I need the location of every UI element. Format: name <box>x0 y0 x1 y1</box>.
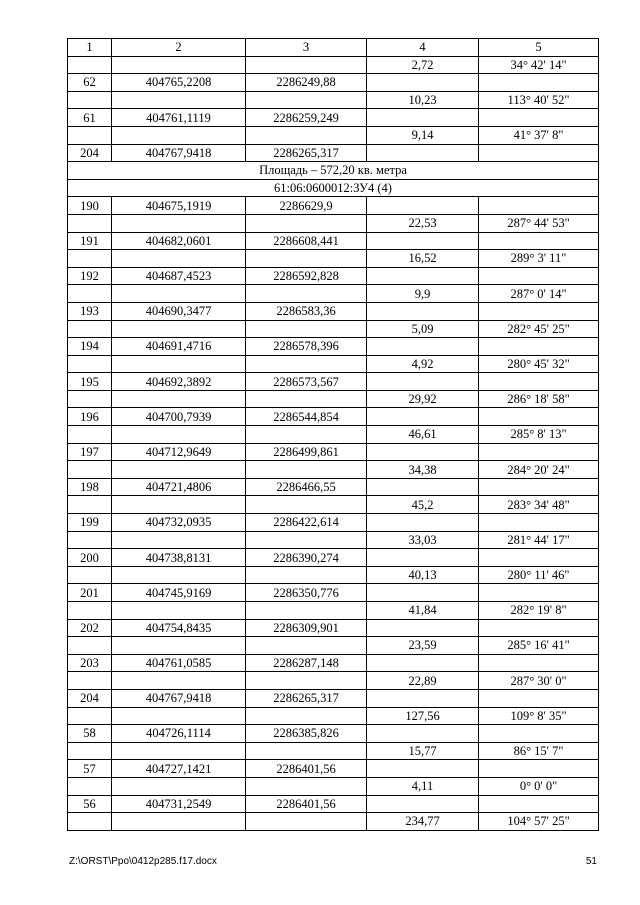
empty-cell <box>367 267 479 285</box>
segment-row <box>68 91 599 109</box>
y-coordinate-cell: 2286422,614 <box>246 514 367 532</box>
point-id-cell: 195 <box>68 373 112 391</box>
distance-cell: 2,72 <box>367 56 479 74</box>
direction-angle-cell: 284° 20' 24" <box>479 461 599 479</box>
empty-cell <box>68 707 112 725</box>
distance-cell: 34,38 <box>367 461 479 479</box>
footer-page-number: 51 <box>585 856 597 867</box>
y-coordinate-cell: 2286499,861 <box>246 443 367 461</box>
empty-cell <box>68 742 112 760</box>
point-id-cell: 192 <box>68 267 112 285</box>
empty-cell <box>112 777 246 795</box>
direction-angle-cell: 34° 42' 14" <box>479 56 599 74</box>
empty-cell <box>367 689 479 707</box>
empty-cell <box>112 355 246 373</box>
y-coordinate-cell: 2286350,776 <box>246 584 367 602</box>
empty-cell <box>479 197 599 215</box>
empty-cell <box>68 637 112 655</box>
empty-cell <box>367 408 479 426</box>
y-coordinate-cell: 2286544,854 <box>246 408 367 426</box>
point-row <box>68 725 599 743</box>
y-coordinate-cell: 2286592,828 <box>246 267 367 285</box>
point-row <box>68 654 599 672</box>
empty-cell <box>68 126 112 144</box>
segment-row <box>68 566 599 584</box>
point-id-cell: 199 <box>68 514 112 532</box>
point-id-cell: 200 <box>68 549 112 567</box>
empty-cell <box>246 461 367 479</box>
distance-cell: 16,52 <box>367 250 479 268</box>
empty-cell <box>112 285 246 303</box>
table-header-row <box>68 39 599 57</box>
empty-cell <box>246 91 367 109</box>
empty-cell <box>246 285 367 303</box>
header-cell: 2 <box>112 39 246 57</box>
header-cell: 3 <box>246 39 367 57</box>
empty-cell <box>479 338 599 356</box>
point-row <box>68 478 599 496</box>
point-id-cell: 194 <box>68 338 112 356</box>
empty-cell <box>246 56 367 74</box>
point-id-cell: 196 <box>68 408 112 426</box>
segment-row <box>68 813 599 831</box>
empty-cell <box>367 302 479 320</box>
segment-row <box>68 214 599 232</box>
direction-angle-cell: 282° 45' 25" <box>479 320 599 338</box>
empty-cell <box>112 126 246 144</box>
distance-cell: 127,56 <box>367 707 479 725</box>
empty-cell <box>367 109 479 127</box>
empty-cell <box>246 777 367 795</box>
empty-cell <box>112 637 246 655</box>
empty-cell <box>112 214 246 232</box>
empty-cell <box>479 373 599 391</box>
empty-cell <box>68 390 112 408</box>
distance-cell: 23,59 <box>367 637 479 655</box>
point-row <box>68 74 599 92</box>
empty-cell <box>246 602 367 620</box>
empty-cell <box>68 602 112 620</box>
empty-cell <box>68 531 112 549</box>
y-coordinate-cell: 2286573,567 <box>246 373 367 391</box>
point-id-cell: 197 <box>68 443 112 461</box>
direction-angle-cell: 86° 15' 7" <box>479 742 599 760</box>
x-coordinate-cell: 404726,1114 <box>112 725 246 743</box>
section-label: 61:06:0600012:ЗУ4 (4) <box>68 179 599 197</box>
empty-cell <box>367 619 479 637</box>
x-coordinate-cell: 404687,4523 <box>112 267 246 285</box>
empty-cell <box>112 672 246 690</box>
x-coordinate-cell: 404767,9418 <box>112 689 246 707</box>
empty-cell <box>112 250 246 268</box>
point-id-cell: 202 <box>68 619 112 637</box>
point-row <box>68 689 599 707</box>
point-id-cell: 204 <box>68 689 112 707</box>
coordinates-table <box>67 38 599 831</box>
x-coordinate-cell: 404712,9649 <box>112 443 246 461</box>
empty-cell <box>68 566 112 584</box>
x-coordinate-cell: 404761,0585 <box>112 654 246 672</box>
empty-cell <box>479 654 599 672</box>
section-label: Площадь – 572,20 кв. метра <box>68 162 599 180</box>
direction-angle-cell: 283° 34' 48" <box>479 496 599 514</box>
direction-angle-cell: 280° 45' 32" <box>479 355 599 373</box>
empty-cell <box>246 355 367 373</box>
point-row <box>68 373 599 391</box>
point-row <box>68 338 599 356</box>
x-coordinate-cell: 404731,2549 <box>112 795 246 813</box>
header-cell: 1 <box>68 39 112 57</box>
header-cell: 4 <box>367 39 479 57</box>
empty-cell <box>246 320 367 338</box>
distance-cell: 9,9 <box>367 285 479 303</box>
distance-cell: 40,13 <box>367 566 479 584</box>
direction-angle-cell: 285° 8' 13" <box>479 426 599 444</box>
y-coordinate-cell: 2286390,274 <box>246 549 367 567</box>
point-id-cell: 56 <box>68 795 112 813</box>
empty-cell <box>479 725 599 743</box>
point-row <box>68 197 599 215</box>
segment-row <box>68 390 599 408</box>
distance-cell: 29,92 <box>367 390 479 408</box>
empty-cell <box>479 109 599 127</box>
y-coordinate-cell: 2286629,9 <box>246 197 367 215</box>
y-coordinate-cell: 2286608,441 <box>246 232 367 250</box>
empty-cell <box>112 813 246 831</box>
y-coordinate-cell: 2286385,826 <box>246 725 367 743</box>
point-row <box>68 408 599 426</box>
empty-cell <box>246 742 367 760</box>
empty-cell <box>479 478 599 496</box>
distance-cell: 33,03 <box>367 531 479 549</box>
y-coordinate-cell: 2286401,56 <box>246 760 367 778</box>
point-row <box>68 619 599 637</box>
empty-cell <box>479 408 599 426</box>
direction-angle-cell: 104° 57' 25" <box>479 813 599 831</box>
empty-cell <box>68 672 112 690</box>
point-row <box>68 795 599 813</box>
point-id-cell: 204 <box>68 144 112 162</box>
direction-angle-cell: 109° 8' 35" <box>479 707 599 725</box>
direction-angle-cell: 280° 11' 46" <box>479 566 599 584</box>
empty-cell <box>479 514 599 532</box>
segment-row <box>68 285 599 303</box>
empty-cell <box>367 144 479 162</box>
direction-angle-cell: 289° 3' 11" <box>479 250 599 268</box>
x-coordinate-cell: 404721,4806 <box>112 478 246 496</box>
distance-cell: 4,11 <box>367 777 479 795</box>
segment-row <box>68 777 599 795</box>
empty-cell <box>246 707 367 725</box>
empty-cell <box>479 619 599 637</box>
point-row <box>68 232 599 250</box>
distance-cell: 22,89 <box>367 672 479 690</box>
empty-cell <box>479 549 599 567</box>
empty-cell <box>479 584 599 602</box>
empty-cell <box>367 197 479 215</box>
segment-row <box>68 637 599 655</box>
empty-cell <box>112 531 246 549</box>
distance-cell: 22,53 <box>367 214 479 232</box>
y-coordinate-cell: 2286309,901 <box>246 619 367 637</box>
direction-angle-cell: 113° 40' 52" <box>479 91 599 109</box>
point-id-cell: 57 <box>68 760 112 778</box>
y-coordinate-cell: 2286265,317 <box>246 689 367 707</box>
empty-cell <box>68 496 112 514</box>
x-coordinate-cell: 404675,1919 <box>112 197 246 215</box>
distance-cell: 9,14 <box>367 126 479 144</box>
empty-cell <box>246 672 367 690</box>
x-coordinate-cell: 404745,9169 <box>112 584 246 602</box>
point-id-cell: 191 <box>68 232 112 250</box>
direction-angle-cell: 0° 0' 0" <box>479 777 599 795</box>
empty-cell <box>246 496 367 514</box>
segment-row <box>68 496 599 514</box>
empty-cell <box>68 91 112 109</box>
point-row <box>68 514 599 532</box>
point-row <box>68 267 599 285</box>
point-id-cell: 61 <box>68 109 112 127</box>
empty-cell <box>68 777 112 795</box>
segment-row <box>68 602 599 620</box>
empty-cell <box>112 320 246 338</box>
empty-cell <box>112 496 246 514</box>
distance-cell: 45,2 <box>367 496 479 514</box>
empty-cell <box>246 126 367 144</box>
x-coordinate-cell: 404765,2208 <box>112 74 246 92</box>
empty-cell <box>367 584 479 602</box>
empty-cell <box>112 707 246 725</box>
section-row <box>68 162 599 180</box>
empty-cell <box>246 250 367 268</box>
empty-cell <box>367 654 479 672</box>
x-coordinate-cell: 404767,9418 <box>112 144 246 162</box>
segment-row <box>68 320 599 338</box>
distance-cell: 46,61 <box>367 426 479 444</box>
empty-cell <box>367 232 479 250</box>
segment-row <box>68 126 599 144</box>
x-coordinate-cell: 404691,4716 <box>112 338 246 356</box>
segment-row <box>68 461 599 479</box>
empty-cell <box>246 566 367 584</box>
direction-angle-cell: 282° 19' 8" <box>479 602 599 620</box>
empty-cell <box>112 390 246 408</box>
direction-angle-cell: 286° 18' 58" <box>479 390 599 408</box>
section-row <box>68 179 599 197</box>
y-coordinate-cell: 2286401,56 <box>246 795 367 813</box>
empty-cell <box>367 795 479 813</box>
empty-cell <box>367 443 479 461</box>
direction-angle-cell: 281° 44' 17" <box>479 531 599 549</box>
point-row <box>68 760 599 778</box>
empty-cell <box>367 338 479 356</box>
y-coordinate-cell: 2286583,36 <box>246 302 367 320</box>
empty-cell <box>68 250 112 268</box>
point-id-cell: 198 <box>68 478 112 496</box>
empty-cell <box>367 514 479 532</box>
empty-cell <box>246 390 367 408</box>
empty-cell <box>112 461 246 479</box>
empty-cell <box>112 56 246 74</box>
point-row <box>68 549 599 567</box>
point-id-cell: 190 <box>68 197 112 215</box>
direction-angle-cell: 287° 44' 53" <box>479 214 599 232</box>
x-coordinate-cell: 404754,8435 <box>112 619 246 637</box>
empty-cell <box>68 320 112 338</box>
point-row <box>68 443 599 461</box>
x-coordinate-cell: 404738,8131 <box>112 549 246 567</box>
point-row <box>68 584 599 602</box>
y-coordinate-cell: 2286265,317 <box>246 144 367 162</box>
empty-cell <box>112 742 246 760</box>
empty-cell <box>479 267 599 285</box>
point-row <box>68 144 599 162</box>
segment-row <box>68 742 599 760</box>
empty-cell <box>68 56 112 74</box>
point-row <box>68 109 599 127</box>
segment-row <box>68 672 599 690</box>
empty-cell <box>112 91 246 109</box>
empty-cell <box>479 144 599 162</box>
x-coordinate-cell: 404690,3477 <box>112 302 246 320</box>
point-id-cell: 203 <box>68 654 112 672</box>
segment-row <box>68 707 599 725</box>
segment-row <box>68 355 599 373</box>
y-coordinate-cell: 2286249,88 <box>246 74 367 92</box>
empty-cell <box>367 373 479 391</box>
empty-cell <box>367 760 479 778</box>
distance-cell: 41,84 <box>367 602 479 620</box>
point-id-cell: 58 <box>68 725 112 743</box>
empty-cell <box>246 426 367 444</box>
empty-cell <box>68 426 112 444</box>
empty-cell <box>112 602 246 620</box>
empty-cell <box>246 214 367 232</box>
x-coordinate-cell: 404732,0935 <box>112 514 246 532</box>
empty-cell <box>367 549 479 567</box>
empty-cell <box>479 760 599 778</box>
empty-cell <box>479 443 599 461</box>
segment-row <box>68 250 599 268</box>
empty-cell <box>367 725 479 743</box>
x-coordinate-cell: 404700,7939 <box>112 408 246 426</box>
y-coordinate-cell: 2286466,55 <box>246 478 367 496</box>
x-coordinate-cell: 404761,1119 <box>112 109 246 127</box>
point-id-cell: 201 <box>68 584 112 602</box>
empty-cell <box>246 531 367 549</box>
empty-cell <box>246 813 367 831</box>
empty-cell <box>479 302 599 320</box>
x-coordinate-cell: 404692,3892 <box>112 373 246 391</box>
segment-row <box>68 56 599 74</box>
distance-cell: 5,09 <box>367 320 479 338</box>
empty-cell <box>479 689 599 707</box>
direction-angle-cell: 285° 16' 41" <box>479 637 599 655</box>
y-coordinate-cell: 2286259,249 <box>246 109 367 127</box>
empty-cell <box>367 74 479 92</box>
empty-cell <box>68 355 112 373</box>
empty-cell <box>479 232 599 250</box>
distance-cell: 234,77 <box>367 813 479 831</box>
point-row <box>68 302 599 320</box>
x-coordinate-cell: 404727,1421 <box>112 760 246 778</box>
empty-cell <box>112 426 246 444</box>
empty-cell <box>112 566 246 584</box>
direction-angle-cell: 41° 37' 8" <box>479 126 599 144</box>
footer-file-path: Z:\ORST\Ppo\0412p285.f17.docx <box>69 856 217 867</box>
empty-cell <box>367 478 479 496</box>
empty-cell <box>68 461 112 479</box>
direction-angle-cell: 287° 0' 14" <box>479 285 599 303</box>
y-coordinate-cell: 2286578,396 <box>246 338 367 356</box>
empty-cell <box>68 813 112 831</box>
distance-cell: 4,92 <box>367 355 479 373</box>
header-cell: 5 <box>479 39 599 57</box>
empty-cell <box>246 637 367 655</box>
empty-cell <box>68 285 112 303</box>
empty-cell <box>68 214 112 232</box>
x-coordinate-cell: 404682,0601 <box>112 232 246 250</box>
segment-row <box>68 426 599 444</box>
direction-angle-cell: 287° 30' 0" <box>479 672 599 690</box>
point-id-cell: 62 <box>68 74 112 92</box>
y-coordinate-cell: 2286287,148 <box>246 654 367 672</box>
empty-cell <box>479 74 599 92</box>
distance-cell: 15,77 <box>367 742 479 760</box>
empty-cell <box>479 795 599 813</box>
point-id-cell: 193 <box>68 302 112 320</box>
segment-row <box>68 531 599 549</box>
distance-cell: 10,23 <box>367 91 479 109</box>
